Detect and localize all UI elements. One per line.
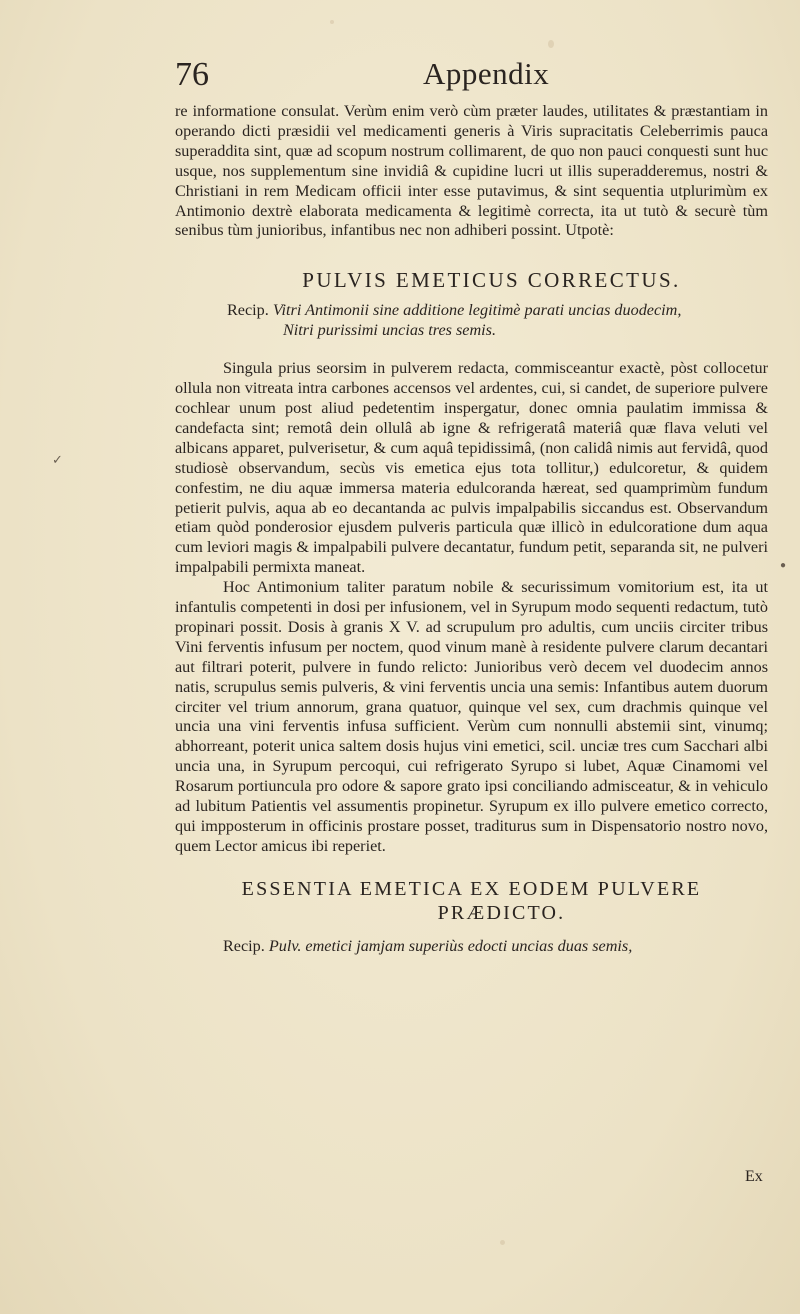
page-header <box>175 56 765 100</box>
recipe-lead: Recip. <box>227 301 269 320</box>
paper-blot <box>548 40 554 48</box>
heading-line-1: ESSENTIA EMETICA EX EODEM PULVERE <box>241 877 702 900</box>
recipe-pulvis <box>175 301 768 341</box>
catchword: Ex <box>745 1168 763 1185</box>
section-heading-essentia <box>175 877 768 925</box>
recipe-essentia <box>223 937 768 957</box>
dosage-paragraph: Hoc Antimonium taliter paratum nobile & securissimum vomitorium est, ita ut infantulis competenti in dosi per infusionem, vel in Syrupum modo sequenti redactum, tutò propinari possit. Dosis à granis X V. ad scrupulum pro adultis, cum unciis circiter tribus Vini ferventis infusum per noctem, quod vinum manè à residente pulvere clarum decantari aut filtrari poterit, pulvere in fundo relicto: Junioribus verò decem vel duodecim annos natis, scrupulus semis pulveris, & vini ferventis uncia una semis: Infantibus autem duorum circiter vel trium annorum, grana quatuor, quinque vel sex, cum drachmis quinque vel uncia una vini ferventis infusa sufficient. Verùm cum nonnulli abstemii sint, vinumq; abhorreant, poterit unica saltem dosis hujus vini emetici, scil. unciæ tres cum Sacchari albi uncia una, in Syrupum percoqui, cui refrigerato Syrupo si lubet, Aquæ Cinamomi vel Rosarum portiuncula pro odore & sapore grato ipsi conciliando admisceatur, & in vehiculo ad lubitum Patientis vel assumentis propinetur. Syrupum ex illo pulvere emetico correcto, qui impposterum in officinis prostare posset, traditurus sum in Dispensatorio nostro novo, quem Lector amicus ibi reperiet. <box>175 578 768 855</box>
margin-mark-icon: ✓ <box>52 452 63 467</box>
intro-paragraph: re informatione consulat. Verùm enim verò cùm præter laudes, utilitates & præstantiam in operando dicti præsidii vel medicamenti generis à Viris supracitatis Celeberrimis pauca superaddita sint, quæ ad scopum nostrum collimarent, de quo non pauci conquesti sunt huc usque, nos supplementum sine invidiâ & cupidine lucri ut illis superadderemus, nostri & Christiani in rem Medicam officii inter esse putavimus, & sint sequentia utplurimùm ex Antimonio dextrè elaborata medicamenta & legitimè correcta, ita ut tutò & securè tùm senibus tùm junioribus, infantibus nec non adhiberi possint. Utpotè: <box>175 102 768 240</box>
paper-blot <box>500 1240 505 1245</box>
running-head: Appendix <box>423 56 550 91</box>
recipe-ingredient: Vitri Antimonii sine additione legitimè parati uncias duodecim, <box>272 301 682 320</box>
recipe-line-2: Nitri purissimi uncias tres semis. <box>283 321 497 340</box>
paper-blot <box>330 20 334 24</box>
recipe-ingredient: Pulv. emetici jamjam superiùs edocti uncias duas semis, <box>268 936 633 955</box>
page-number: 76 <box>175 56 209 93</box>
heading-line-2: PRÆDICTO. <box>437 901 566 924</box>
page-body <box>175 102 768 957</box>
recipe-line-1 <box>175 301 768 321</box>
preparation-paragraph: Singula prius seorsim in pulverem redacta, commisceantur exactè, pòst collocetur ollula non vitreata intra carbones accensos vel ardentes, cui, si candet, de superiore pulvere cochlear unum post aliud pedetentim inspergatur, donec omnia paulatim immissa & candefacta sint; remotâ dein ollulâ ab igne & refrigeratâ materiâ quæ flava veluti vel albicans apparet, pulverisetur, & cum aquâ tepidissimâ, (non calidâ nimis aut fervidâ, quod studiosè observandum, secùs vis emetica ejus tota tollitur,) edulcoretur, & quidem confestim, ne diu aquæ immersa materia edulcoranda hæreat, sed quamprimùm fundum petierit pulvis, aqua ab eo decantanda ac pulvis impalpabilis siccandus est. Observandum etiam quòd ponderosior ejusdem pulveris particula quæ illicò in edulcoratione dum aqua cum leviori magis & impalpabili pulvere decantatur, fundum petit, separanda sit, ne pulveri impalpabili permixta maneat. <box>175 359 768 577</box>
recipe-lead: Recip. <box>223 936 265 955</box>
section-heading-pulvis: PULVIS EMETICUS CORRECTUS. <box>302 268 681 293</box>
margin-dot-icon: ● <box>780 560 787 571</box>
